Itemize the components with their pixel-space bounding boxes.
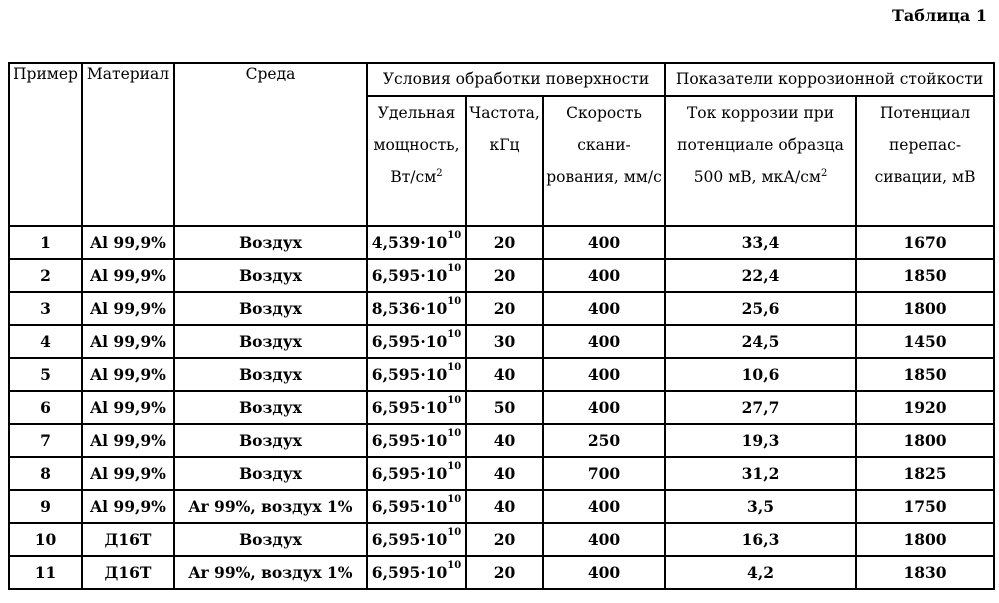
cell-material: Al 99,9% xyxy=(82,325,174,358)
cell-corrosion-current: 3,5 xyxy=(665,490,856,523)
cell-corrosion-current: 33,4 xyxy=(665,226,856,259)
cell-material: Д16Т xyxy=(82,523,174,556)
cell-medium: Ar 99%, воздух 1% xyxy=(174,556,367,589)
table-row xyxy=(9,325,994,358)
cell-corrosion-current: 22,4 xyxy=(665,259,856,292)
header-medium: Среда xyxy=(174,63,367,226)
results-table xyxy=(8,62,995,590)
power-exponent: 10 xyxy=(447,461,462,472)
cell-repassivation-potential: 1830 xyxy=(856,556,994,589)
power-exponent: 10 xyxy=(447,230,462,241)
cell-example: 11 xyxy=(9,556,82,589)
power-exponent: 10 xyxy=(447,362,462,373)
header-processing-conditions: Условия обработки поверхности xyxy=(367,63,665,96)
cell-example: 8 xyxy=(9,457,82,490)
cell-material: Д16Т xyxy=(82,556,174,589)
cell-repassivation-potential: 1750 xyxy=(856,490,994,523)
cell-medium: Воздух xyxy=(174,391,367,424)
cell-example: 6 xyxy=(9,391,82,424)
cell-power xyxy=(367,424,466,457)
cell-power xyxy=(367,226,466,259)
cell-power xyxy=(367,358,466,391)
cell-power xyxy=(367,391,466,424)
table-row xyxy=(9,424,994,457)
cell-power xyxy=(367,490,466,523)
table-body xyxy=(9,226,994,589)
cell-frequency: 20 xyxy=(466,226,543,259)
table-row xyxy=(9,490,994,523)
cell-scan-speed: 400 xyxy=(543,292,665,325)
power-base: 6,595·10 xyxy=(371,530,448,549)
power-exponent: 10 xyxy=(447,428,462,439)
cell-material: Al 99,9% xyxy=(82,259,174,292)
cell-material: Al 99,9% xyxy=(82,457,174,490)
cell-example: 10 xyxy=(9,523,82,556)
power-exponent: 10 xyxy=(447,263,462,274)
cell-example: 9 xyxy=(9,490,82,523)
cell-scan-speed: 400 xyxy=(543,391,665,424)
power-base: 6,595·10 xyxy=(371,464,448,483)
header-repassivation-potential: Потенциал перепас-сивации, мВ xyxy=(856,96,994,226)
power-base: 6,595·10 xyxy=(371,332,448,351)
cell-corrosion-current: 24,5 xyxy=(665,325,856,358)
power-base: 6,595·10 xyxy=(371,431,448,450)
cell-example: 2 xyxy=(9,259,82,292)
cell-repassivation-potential: 1800 xyxy=(856,424,994,457)
cell-power xyxy=(367,556,466,589)
power-exponent: 10 xyxy=(447,395,462,406)
table-row xyxy=(9,292,994,325)
cell-medium: Воздух xyxy=(174,226,367,259)
cell-medium: Воздух xyxy=(174,523,367,556)
power-base: 6,595·10 xyxy=(371,563,448,582)
cell-repassivation-potential: 1800 xyxy=(856,292,994,325)
cell-scan-speed: 400 xyxy=(543,523,665,556)
header-current-label: Ток коррозии при потенциале образца 500 мВ, мкА/см xyxy=(677,104,844,186)
header-current-exp: 2 xyxy=(820,168,828,179)
cell-frequency: 40 xyxy=(466,358,543,391)
cell-power xyxy=(367,325,466,358)
cell-power xyxy=(367,292,466,325)
header-material: Материал xyxy=(82,63,174,226)
cell-corrosion-current: 4,2 xyxy=(665,556,856,589)
power-exponent: 10 xyxy=(447,527,462,538)
header-example: Пример xyxy=(9,63,82,226)
cell-scan-speed: 400 xyxy=(543,325,665,358)
table-row xyxy=(9,391,994,424)
cell-repassivation-potential: 1450 xyxy=(856,325,994,358)
cell-power xyxy=(367,457,466,490)
cell-material: Al 99,9% xyxy=(82,292,174,325)
cell-frequency: 20 xyxy=(466,292,543,325)
cell-material: Al 99,9% xyxy=(82,424,174,457)
table-row xyxy=(9,226,994,259)
cell-material: Al 99,9% xyxy=(82,226,174,259)
cell-medium: Воздух xyxy=(174,358,367,391)
cell-material: Al 99,9% xyxy=(82,490,174,523)
cell-material: Al 99,9% xyxy=(82,391,174,424)
power-base: 4,539·10 xyxy=(371,233,448,252)
table-row xyxy=(9,259,994,292)
power-exponent: 10 xyxy=(447,329,462,340)
cell-frequency: 20 xyxy=(466,259,543,292)
cell-scan-speed: 400 xyxy=(543,556,665,589)
power-base: 6,595·10 xyxy=(371,266,448,285)
cell-frequency: 30 xyxy=(466,325,543,358)
cell-repassivation-potential: 1800 xyxy=(856,523,994,556)
cell-example: 5 xyxy=(9,358,82,391)
cell-power xyxy=(367,523,466,556)
power-base: 8,536·10 xyxy=(371,299,448,318)
cell-repassivation-potential: 1825 xyxy=(856,457,994,490)
cell-scan-speed: 400 xyxy=(543,490,665,523)
header-power xyxy=(367,96,466,226)
cell-frequency: 20 xyxy=(466,556,543,589)
cell-example: 4 xyxy=(9,325,82,358)
cell-example: 7 xyxy=(9,424,82,457)
cell-frequency: 40 xyxy=(466,490,543,523)
cell-corrosion-current: 27,7 xyxy=(665,391,856,424)
cell-power xyxy=(367,259,466,292)
cell-repassivation-potential: 1920 xyxy=(856,391,994,424)
cell-frequency: 40 xyxy=(466,424,543,457)
power-base: 6,595·10 xyxy=(371,497,448,516)
cell-corrosion-current: 19,3 xyxy=(665,424,856,457)
table-row xyxy=(9,523,994,556)
cell-medium: Воздух xyxy=(174,424,367,457)
header-corrosion-indicators: Показатели коррозионной стойкости xyxy=(665,63,994,96)
cell-scan-speed: 400 xyxy=(543,358,665,391)
power-base: 6,595·10 xyxy=(371,398,448,417)
cell-scan-speed: 400 xyxy=(543,259,665,292)
cell-medium: Воздух xyxy=(174,325,367,358)
power-base: 6,595·10 xyxy=(371,365,448,384)
cell-corrosion-current: 31,2 xyxy=(665,457,856,490)
cell-medium: Воздух xyxy=(174,292,367,325)
cell-medium: Воздух xyxy=(174,259,367,292)
cell-medium: Воздух xyxy=(174,457,367,490)
table-row xyxy=(9,457,994,490)
cell-corrosion-current: 25,6 xyxy=(665,292,856,325)
cell-medium: Ar 99%, воздух 1% xyxy=(174,490,367,523)
cell-scan-speed: 400 xyxy=(543,226,665,259)
cell-frequency: 50 xyxy=(466,391,543,424)
cell-example: 3 xyxy=(9,292,82,325)
header-corrosion-current xyxy=(665,96,856,226)
cell-repassivation-potential: 1850 xyxy=(856,259,994,292)
table-caption: Таблица 1 xyxy=(892,6,987,25)
cell-material: Al 99,9% xyxy=(82,358,174,391)
table-row xyxy=(9,556,994,589)
header-scan-speed: Скорость скани-рования, мм/с xyxy=(543,96,665,226)
cell-frequency: 40 xyxy=(466,457,543,490)
power-exponent: 10 xyxy=(447,296,462,307)
header-power-label: Удельная мощность, Вт/см xyxy=(373,104,460,186)
header-power-exp: 2 xyxy=(436,168,443,179)
table-row xyxy=(9,358,994,391)
cell-example: 1 xyxy=(9,226,82,259)
cell-repassivation-potential: 1670 xyxy=(856,226,994,259)
power-exponent: 10 xyxy=(447,494,462,505)
power-exponent: 10 xyxy=(447,560,462,571)
cell-corrosion-current: 16,3 xyxy=(665,523,856,556)
cell-scan-speed: 700 xyxy=(543,457,665,490)
cell-repassivation-potential: 1850 xyxy=(856,358,994,391)
cell-corrosion-current: 10,6 xyxy=(665,358,856,391)
header-frequency: Частота, кГц xyxy=(466,96,543,226)
cell-scan-speed: 250 xyxy=(543,424,665,457)
cell-frequency: 20 xyxy=(466,523,543,556)
